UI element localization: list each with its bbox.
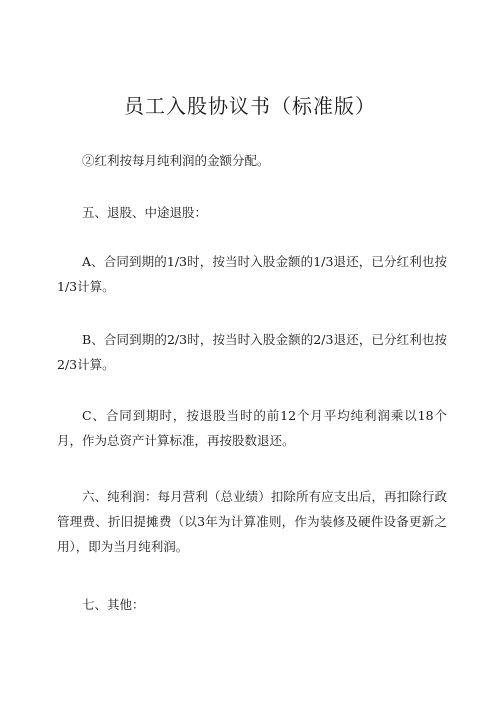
paragraph-section-six-net-profit: 六、纯利润：每月营利（总业绩）扣除所有应支出后，再扣除行政管理费、折旧提摊费（以3年为计算准则，作为装修及硬件设备更新之用），即为当月纯利润。: [57, 489, 447, 554]
paragraph-section-seven-heading: 七、其他：: [82, 597, 145, 612]
paragraph-section-five-heading: 五、退股、中途退股：: [82, 205, 208, 220]
document-title: 员工入股协议书（标准版）: [124, 94, 376, 118]
paragraph-dividend-distribution: ②红利按每月纯利润的金额分配。: [82, 153, 270, 168]
paragraph-clause-b: B、合同到期的2/3时，按当时入股金额的2/3退还，已分红利也按2/3计算。: [57, 332, 447, 372]
paragraph-clause-c: C、合同到期时，按退股当时的前12个月平均纯利润乘以18个月，作为总资产计算标准，再按股数退还。: [57, 408, 447, 448]
paragraph-clause-a: A、合同到期的1/3时，按当时入股金额的1/3退还，已分红利也按1/3计算。: [57, 254, 447, 294]
